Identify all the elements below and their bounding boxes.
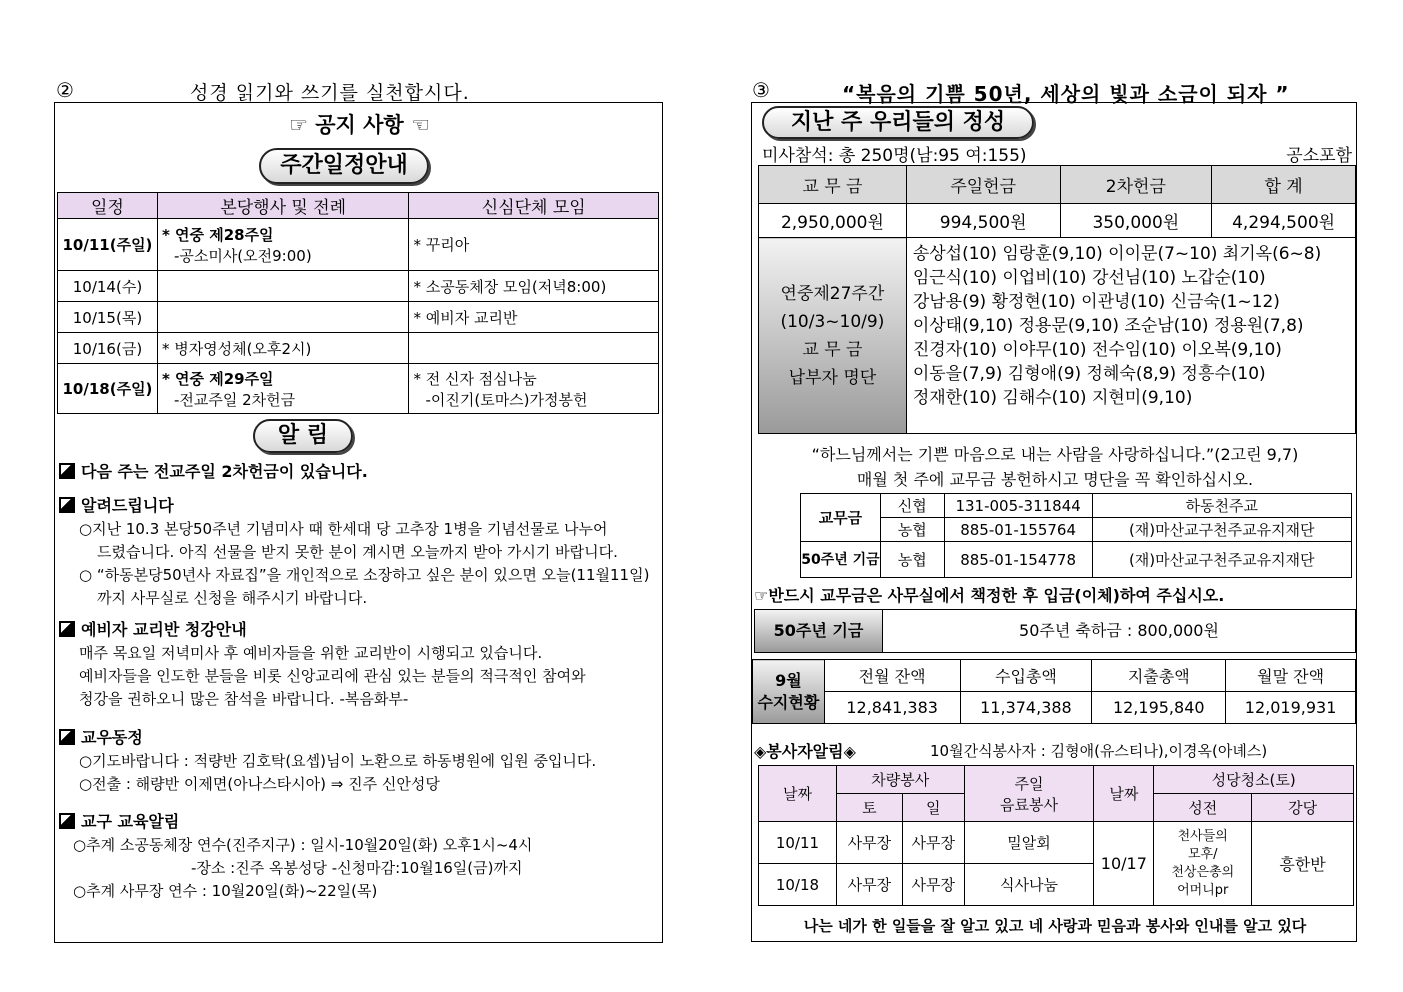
finance-header: 월말 잔액	[1226, 660, 1356, 692]
schedule-event	[157, 302, 409, 333]
verse: “하느님께서는 기쁜 마음으로 내는 사람을 사랑하십니다.”(2고린 9,7)	[811, 445, 1299, 464]
donor-label	[759, 238, 907, 434]
left-frame	[54, 102, 663, 943]
news-section-3	[59, 617, 659, 711]
vol-header-drink	[964, 766, 1094, 822]
clean-sanctuary-line: 모후/	[1187, 846, 1218, 862]
finance-value: 12,019,931	[1226, 692, 1356, 724]
offering-header: 합 계	[1212, 166, 1356, 204]
schedule-header-date: 일정	[58, 193, 158, 219]
clean-sanctuary	[1154, 822, 1252, 906]
account-number: 131-005-311844	[944, 494, 1092, 518]
account-bank: 신협	[880, 494, 944, 518]
donor-list	[906, 238, 1355, 434]
news-section-5	[59, 809, 659, 903]
table-row	[759, 822, 1354, 864]
vol-sat: 사무장	[836, 864, 902, 906]
square-bullet-icon	[59, 463, 75, 479]
vol-header-sanctuary: 성전	[1154, 794, 1252, 822]
schedule-header-group: 신심단체 모임	[409, 193, 659, 219]
account-bank: 농협	[880, 518, 944, 542]
news-section-1	[59, 459, 659, 482]
schedule-group: * 소공동체장 모임(저녁8:00)	[409, 271, 659, 302]
news-line: 드렸습니다. 아직 선물을 받지 못한 분이 계시면 오늘까지 받아 가시기 바랍니다.	[97, 543, 618, 561]
footer-verse: 나는 네가 한 일들을 잘 알고 있고 네 사랑과 믿음과 봉사와 인내를 알고 있다	[803, 917, 1307, 935]
attendance-note: 공소포함	[1286, 146, 1352, 166]
table-row	[58, 219, 659, 271]
right-header: “복음의 기쁨 50년, 세상의 빛과 소금이 되자 ”	[842, 82, 1290, 106]
vol-sun: 사무장	[902, 864, 964, 906]
clean-date: 10/17	[1094, 822, 1154, 906]
square-bullet-icon	[59, 729, 75, 745]
finance-header: 전월 잔액	[824, 660, 960, 692]
schedule-event-sub: -공소미사(오전9:00)	[173, 246, 312, 265]
news-line: -장소 :진주 옥봉성당 -신청마감:10월16일(금)까지	[191, 859, 523, 877]
vol-drink: 식사나눔	[964, 864, 1094, 906]
news-heading: 알려드립니다	[81, 496, 174, 515]
offering-value: 350,000원	[1060, 204, 1212, 238]
account-number: 885-01-155764	[944, 518, 1092, 542]
schedule-group: * 꾸리아	[409, 219, 659, 271]
news-title: 알 림	[253, 419, 353, 453]
schedule-date: 10/14(수)	[58, 271, 158, 302]
account-bank: 농협	[880, 542, 944, 578]
schedule-group-sub: -이진기(토마스)가정봉헌	[425, 390, 588, 409]
table-row	[58, 271, 659, 302]
news-line: ○전출 : 해량반 이제면(아나스타시아) ⇒ 진주 신안성당	[79, 775, 440, 793]
news-line: ○기도바랍니다 : 적량반 김호탁(요셉)님이 노환으로 하동병원에 입원 중입니다.	[79, 752, 597, 770]
vol-header-date: 날짜	[759, 766, 837, 822]
schedule-title: 주간일정안내	[259, 148, 429, 184]
account-holder: (재)마산교구천주교유지재단	[1092, 518, 1351, 542]
volunteer-note: 10월간식봉사자 : 김형애(유스티나),이경옥(아녜스)	[930, 742, 1268, 760]
donor-label-line: 연중제27주간	[780, 283, 885, 304]
donor-line: 진경자(10) 이야무(10) 전수임(10) 이오복(9,10)	[912, 340, 1282, 360]
square-bullet-icon	[59, 621, 75, 637]
schedule-event: * 병자영성체(오후2시)	[157, 333, 409, 364]
donor-line: 이동을(7,9) 김형애(9) 정혜숙(8,9) 정흥수(10)	[912, 364, 1266, 384]
news-line: 까지 사무실로 신청을 해주시기 바랍니다.	[97, 589, 368, 607]
clean-sanctuary-line: 천상은총의	[1171, 864, 1235, 880]
schedule-date: 10/15(목)	[58, 302, 158, 333]
schedule-event-sub: -전교주일 2차헌금	[173, 390, 296, 409]
table-row	[58, 364, 659, 414]
volunteer-table	[758, 765, 1354, 906]
attendance: 미사참석: 총 250명(남:95 여:155)	[762, 146, 1027, 166]
news-heading: 다음 주는 전교주일 2차헌금이 있습니다.	[81, 462, 368, 481]
offering-title: 지난 주 우리들의 정성	[762, 106, 1034, 139]
vol-header-car: 차량봉사	[836, 766, 964, 794]
account-holder: (재)마산교구천주교유지재단	[1092, 542, 1351, 578]
finance-header: 지출총액	[1092, 660, 1226, 692]
finance-value: 12,195,840	[1092, 692, 1226, 724]
news-heading: 예비자 교리반 청강안내	[81, 620, 247, 639]
left-header: 성경 읽기와 쓰기를 실천합시다.	[190, 82, 470, 104]
donor-label-line: 납부자 명단	[788, 367, 877, 388]
finance-table	[752, 659, 1356, 724]
news-line: ○추계 소공동체장 연수(진주지구) : 일시-10월20일(화) 오후1시~4시	[73, 836, 533, 854]
schedule-header-event: 본당행사 및 전례	[157, 193, 409, 219]
finance-label-month: 9월	[775, 670, 802, 690]
schedule-date: 10/18(주일)	[58, 364, 158, 414]
news-line: ○지난 10.3 본당50주년 기념미사 때 한세대 당 고추장 1병을 기념선물로 나누어	[79, 520, 608, 538]
table-row	[58, 302, 659, 333]
schedule-date: 10/16(금)	[58, 333, 158, 364]
offering-header: 주일헌금	[906, 166, 1060, 204]
donor-label-line: 교 무 금	[802, 339, 863, 360]
vol-header-clean: 성당청소(토)	[1154, 766, 1354, 794]
offering-header: 교 무 금	[759, 166, 907, 204]
vol-header-date2: 날짜	[1094, 766, 1154, 822]
donor-label-line: (10/3~10/9)	[780, 311, 885, 332]
news-section-2	[59, 493, 659, 610]
clean-hall: 흥한반	[1252, 822, 1354, 906]
square-bullet-icon	[59, 497, 75, 513]
account-holder: 하동천주교	[1092, 494, 1351, 518]
vol-header-sun: 일	[902, 794, 964, 822]
finance-header: 수입총액	[960, 660, 1092, 692]
news-section-4	[59, 725, 659, 796]
finance-value: 12,841,383	[824, 692, 960, 724]
donor-line: 강남용(9) 황정현(10) 이관녕(10) 신금숙(1~12)	[912, 292, 1280, 312]
schedule-group: * 예비자 교리반	[409, 302, 659, 333]
schedule-event: * 연중 제29주일	[161, 369, 274, 388]
offering-header: 2차헌금	[1060, 166, 1212, 204]
square-bullet-icon	[59, 813, 75, 829]
fund-label: 50주년 기금	[755, 610, 883, 652]
account-table	[800, 493, 1352, 578]
news-heading: 교우동정	[81, 728, 143, 747]
schedule-table	[57, 192, 659, 414]
news-heading: 교구 교육알림	[81, 812, 180, 831]
donor-line: 이상태(9,10) 정용문(9,10) 조순남(10) 정용원(7,8)	[912, 316, 1304, 336]
offering-value: 4,294,500원	[1212, 204, 1356, 238]
news-line: ○추계 사무장 연수 : 10월20일(화)~22일(목)	[73, 882, 378, 900]
right-frame	[751, 102, 1357, 942]
offering-value: 994,500원	[906, 204, 1060, 238]
donor-line: 임근식(10) 이업비(10) 강선님(10) 노갑순(10)	[912, 268, 1266, 288]
fund-value: 50주년 축하금 : 800,000원	[1019, 621, 1219, 640]
news-line: 예비자들을 인도한 분들을 비롯 신앙교리에 관심 있는 분들의 적극적인 참여와	[79, 667, 586, 685]
volunteer-title: ◈봉사자알림◈	[754, 742, 856, 761]
donor-line: 정재한(10) 김해수(10) 지현미(9,10)	[912, 388, 1193, 408]
account-type: 50주년 기금	[801, 542, 881, 578]
clean-sanctuary-line: 어머니pr	[1177, 882, 1229, 898]
account-notice: ☞반드시 교무금은 사무실에서 책정한 후 입금(이체)하여 주십시오.	[754, 586, 1225, 605]
schedule-group: * 전 신자 점심나눔	[413, 369, 537, 388]
schedule-event: * 연중 제28주일	[161, 225, 274, 244]
vol-header-drink-line: 음료봉사	[1000, 795, 1058, 814]
schedule-event	[157, 271, 409, 302]
vol-header-drink-line: 주일	[1014, 774, 1044, 793]
vol-header-sat: 토	[836, 794, 902, 822]
vol-sun: 사무장	[902, 822, 964, 864]
account-type: 교무금	[801, 494, 881, 542]
schedule-group	[409, 333, 659, 364]
finance-value: 11,374,388	[960, 692, 1092, 724]
vol-sat: 사무장	[836, 822, 902, 864]
fund-box	[754, 609, 1356, 653]
news-line: 청강을 권하오니 많은 참석을 바랍니다. -복음화부-	[79, 690, 409, 708]
offering-value: 2,950,000원	[759, 204, 907, 238]
clean-sanctuary-line: 천사들의	[1177, 828, 1228, 844]
right-page-number: ③	[752, 78, 770, 102]
finance-label	[753, 660, 825, 724]
donor-line: 송상섭(10) 임랑훈(9,10) 이이문(7~10) 최기옥(6~8)	[912, 244, 1322, 264]
finance-label-title: 수지현황	[757, 692, 820, 712]
vol-header-hall: 강당	[1252, 794, 1354, 822]
news-line: ○ “하동본당50년사 자료집”을 개인적으로 소장하고 싶은 분이 있으면 오늘(11월11일)	[79, 566, 650, 584]
offering-table	[758, 165, 1356, 434]
vol-date: 10/11	[759, 822, 837, 864]
verse-note: 매월 첫 주에 교무금 봉헌하시고 명단을 꼭 확인하십시오.	[856, 470, 1254, 489]
left-page-number: ②	[56, 78, 74, 102]
notice-title: ☞ 공지 사항 ☜	[289, 113, 430, 137]
table-row	[58, 333, 659, 364]
schedule-date: 10/11(주일)	[58, 219, 158, 271]
vol-date: 10/18	[759, 864, 837, 906]
vol-drink: 밀알회	[964, 822, 1094, 864]
news-line: 매주 목요일 저녁미사 후 예비자들을 위한 교리반이 시행되고 있습니다.	[79, 644, 543, 662]
account-number: 885-01-154778	[944, 542, 1092, 578]
